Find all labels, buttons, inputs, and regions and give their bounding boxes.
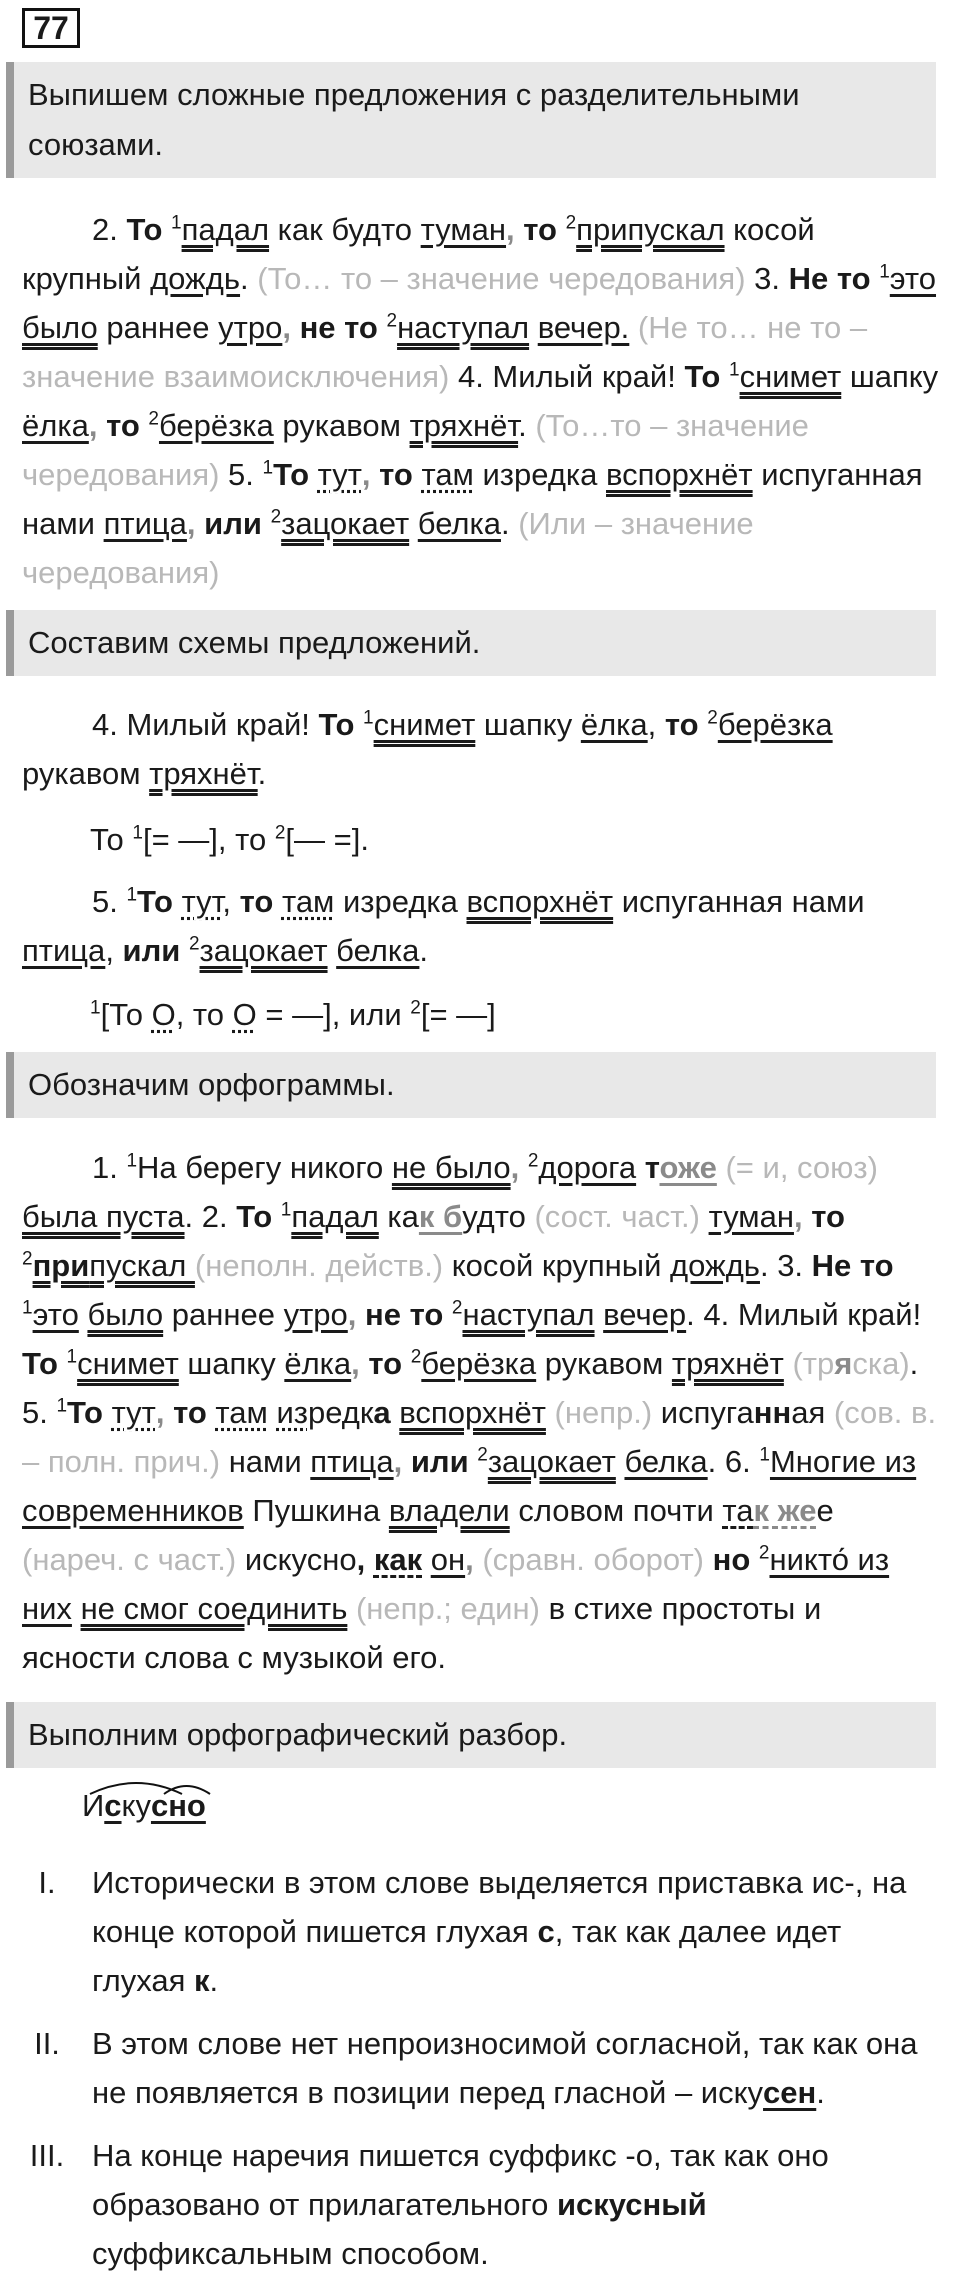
paragraph-sentence-5: 5. $^1$То тут, то там изредка вспорхнёт испуганная нами птица, или $^2$зацокает белка. bbox=[22, 884, 865, 968]
analysis-item-3: III. На конце наречия пишется суффикс -о, так как оно образовано от прилагательного искусный суффиксальным способом. bbox=[29, 2138, 829, 2271]
schema-sentence-5: $^1$[То О, то О = —], или $^2$[= —] bbox=[90, 997, 496, 1032]
schema-sentence-4: То $^1$[= —], то $^2$[— =]. bbox=[90, 822, 369, 857]
paragraph-orthograms: 1. $^1$На берегу никого не было, $^2$дорога тоже (= и, союз) была пуста. 2. То $^1$падал как будто (сост. част.) туман, то $^2$припускал (неполн. действ.) косой крупный дождь. 3. Не то $^1$это было раннее утро, не то $^2$наступал вечер. 4. Милый край! То $^1$снимет шапку ёлка, то $^2$берёзка рукавом тряхнёт (тряска). 5. $^1$То тут, то там изредка вспорхнёт (непр.) испуганная (сов. в. – полн. прич.) нами птица, или $^2$зацокает белка. 6. $^1$Многие из современников Пушкина владели словом почти так жее (нареч. с част.) искусно, как он, (сравн. оборот) но $^2$никто́ из них не смог соединить (непр.; един) в стихе простоты и ясности слова с музыкой его. bbox=[22, 1150, 937, 1675]
section-header-1: Выпишем сложные предложения с разделительными союзами. bbox=[6, 62, 936, 178]
paragraph-sentence-4: 4. Милый край! То $^1$снимет шапку ёлка, то $^2$берёзка рукавом тряхнёт. bbox=[22, 707, 833, 791]
analysis-item-2: II. В этом слове нет непроизносимой согласной, так как она не появляется в позиции перед гласной – искусен. bbox=[34, 2026, 918, 2110]
word-arc-icon bbox=[86, 1776, 216, 1796]
analysis-list bbox=[22, 1858, 942, 2278]
section-header-4: Выполним орфографический разбор. bbox=[6, 1702, 936, 1768]
section-header-3: Обозначим орфограммы. bbox=[6, 1052, 936, 1118]
section-header-2: Составим схемы предложений. bbox=[6, 610, 936, 676]
paragraph-sentences: 2. То $^1$падал как будто туман, то $^2$припускал косой крупный дождь. (То… то – значение чередования) 3. Не то $^1$это было раннее утро, не то $^2$наступал вечер. (Не то… не то – значение взаимоисключения) 4. Милый край! То $^1$снимет шапку ёлка, то $^2$берёзка рукавом тряхнёт. (То…то – значение чередования) 5. $^1$То тут, то там изредка вспорхнёт испуганная нами птица, или $^2$зацокает белка. (Или – значение чередования) bbox=[22, 212, 939, 590]
exercise-number: 77 bbox=[22, 8, 80, 48]
analysis-item-1: I. Исторически в этом слове выделяется приставка ис-, на конце которой пишется глухая с, так как далее идет глухая к. bbox=[38, 1865, 907, 1998]
analyzed-word: Искусно bbox=[82, 1788, 206, 1824]
